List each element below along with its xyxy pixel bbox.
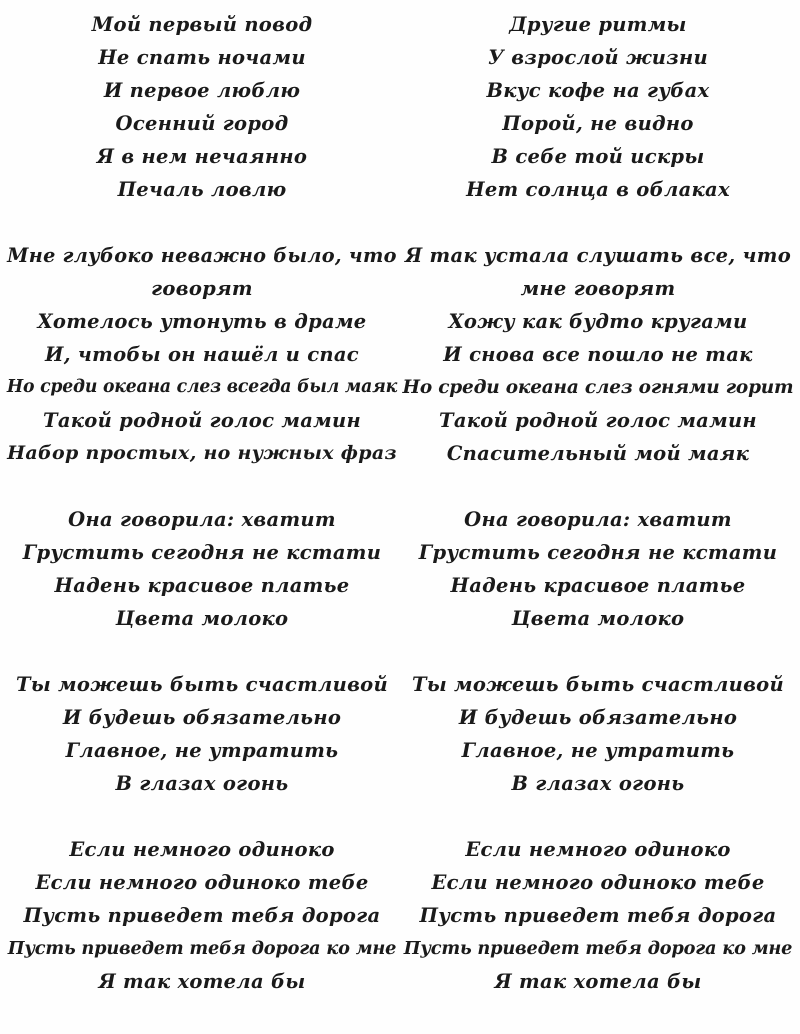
lyric-line: Набор простых, но нужных фраз [7, 442, 397, 464]
lyric-line: Я так хотела бы [494, 970, 702, 993]
lyric-line: говорят [151, 277, 253, 300]
stanza [404, 833, 792, 998]
lyric-line: И будешь обязательно [458, 706, 738, 729]
lyric-line: Вкус кофе на губах [486, 79, 710, 102]
lyric-line: Хожу как будто кругами [448, 310, 748, 333]
lyric-line: Цвета молоко [511, 607, 685, 630]
lyric-line: И первое люблю [103, 79, 301, 102]
lyric-line: Нет солнца в облаках [466, 178, 730, 201]
stanza [7, 239, 397, 470]
lyric-line: Такой родной голос мамин [43, 409, 361, 432]
lyric-line: Цвета молоко [115, 607, 289, 630]
lyric-line: Осенний город [115, 112, 289, 135]
lyric-line: Главное, не утратить [65, 739, 339, 762]
stanza [8, 833, 396, 998]
lyric-line: Надень красивое платье [450, 574, 746, 597]
lyric-line: Мне глубоко неважно было, что [7, 244, 397, 267]
lyric-line: Другие ритмы [509, 13, 687, 36]
stanza [16, 668, 388, 800]
lyric-line: В глазах огонь [511, 772, 685, 795]
lyric-line: Она говорила: хватит [464, 508, 732, 531]
lyric-line: Но среди океана слез огнями горит [402, 377, 794, 398]
lyric-line: Если немного одиноко [69, 838, 335, 861]
lyric-line: Порой, не видно [502, 112, 694, 135]
lyric-line: Но среди океана слез всегда был маяк [6, 377, 398, 397]
lyric-line: Пусть приведет тебя дорога ко мне [7, 938, 397, 959]
lyric-line: Надень красивое платье [54, 574, 350, 597]
lyric-line: Спасительный мой маяк [446, 442, 750, 465]
lyric-line: Она говорила: хватит [68, 508, 336, 531]
lyric-line: Если немного одиноко [465, 838, 731, 861]
lyric-line: Пусть приведет тебя дорога [419, 904, 777, 927]
lyric-line: В себе той искры [491, 145, 705, 168]
lyric-line: Мой первый повод [91, 13, 313, 36]
lyric-line: мне говорят [520, 277, 676, 300]
lyric-line: Хотелось утонуть в драме [37, 310, 367, 333]
lyric-line: Пусть приведет тебя дорога ко мне [403, 938, 793, 959]
stanza [23, 503, 381, 635]
lyric-line: В глазах огонь [115, 772, 289, 795]
lyric-line: Если немного одиноко тебе [35, 871, 369, 894]
lyric-line: Такой родной голос мамин [439, 409, 757, 432]
stanza [403, 239, 794, 470]
stanza [466, 8, 730, 206]
lyric-line: Не спать ночами [98, 46, 306, 69]
lyric-line: У взрослой жизни [488, 46, 708, 69]
lyric-line: Пусть приведет тебя дорога [23, 904, 381, 927]
lyric-line: Печаль ловлю [117, 178, 287, 201]
lyric-line: Я так хотела бы [98, 970, 306, 993]
lyric-line: Грустить сегодня не кстати [418, 541, 778, 564]
lyric-line: Если немного одиноко тебе [431, 871, 765, 894]
lyric-line: И, чтобы он нашёл и спас [45, 343, 359, 366]
right-column [400, 8, 800, 1031]
lyric-line: Грустить сегодня не кстати [22, 541, 382, 564]
left-column [0, 8, 400, 1031]
lyric-line: Главное, не утратить [461, 739, 735, 762]
lyric-line: И будешь обязательно [62, 706, 342, 729]
lyric-line: И снова все пошло не так [443, 343, 753, 366]
stanza [92, 8, 313, 206]
stanza [419, 503, 777, 635]
lyrics-page [0, 8, 800, 1031]
lyric-line: Я в нем нечаянно [96, 145, 308, 168]
lyric-line: Ты можешь быть счастливой [412, 673, 784, 696]
stanza [412, 668, 784, 800]
lyric-line: Я так устала слушать все, что [404, 244, 792, 267]
lyric-line: Ты можешь быть счастливой [16, 673, 388, 696]
